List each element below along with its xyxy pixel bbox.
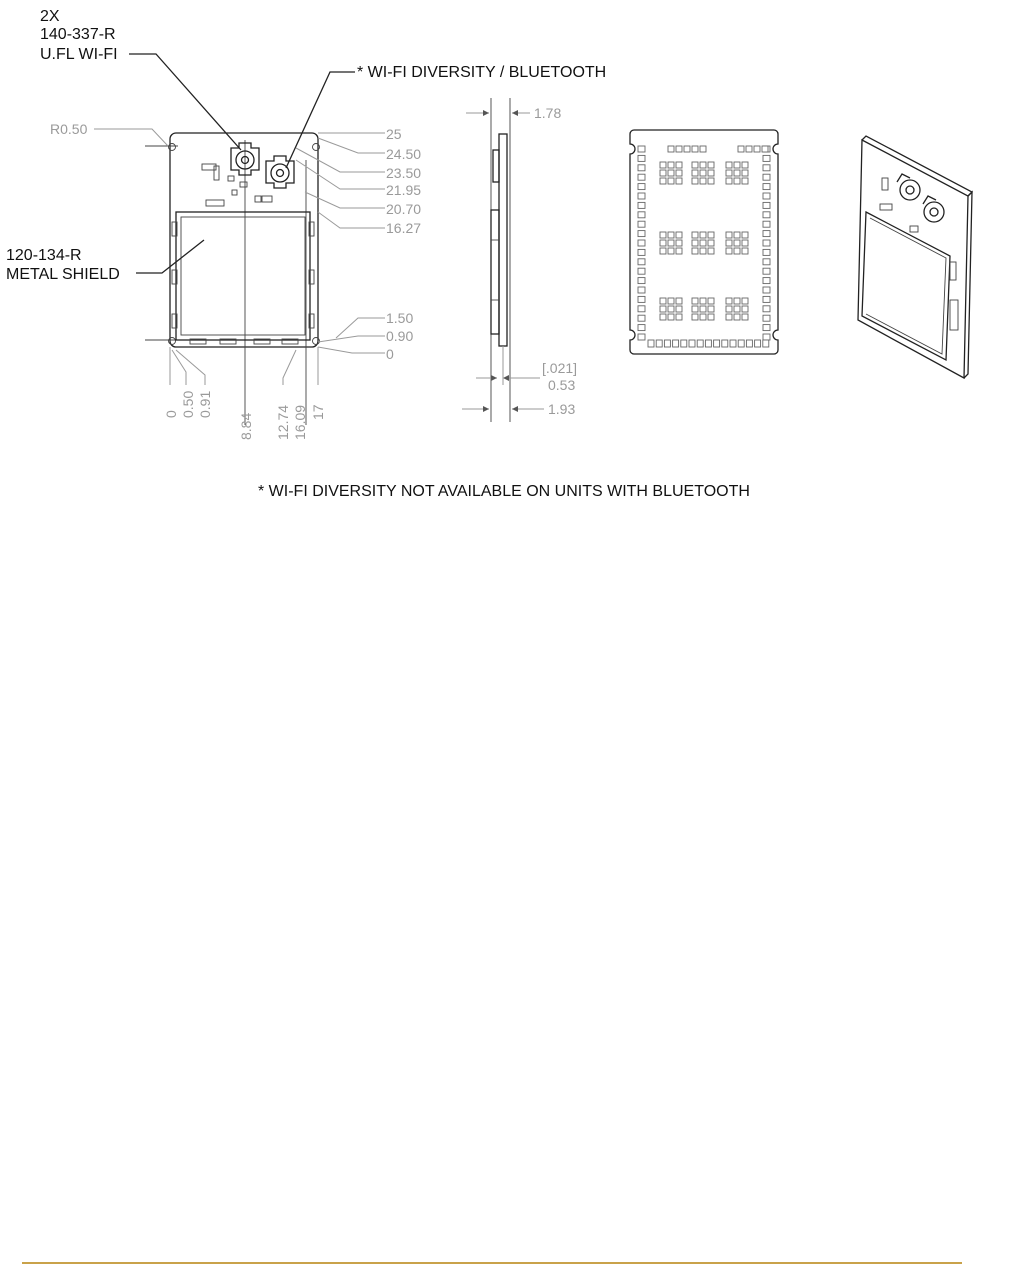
dim-0-right: 0 (386, 346, 394, 362)
dim-23-50: 23.50 (386, 165, 422, 181)
pad (668, 298, 674, 304)
pad (754, 146, 760, 152)
dim-bottom-17: 17 (310, 404, 326, 420)
side-view (462, 98, 577, 422)
radius-label: R0.50 (50, 121, 88, 137)
pad (700, 314, 706, 320)
pad (692, 240, 698, 246)
pad (681, 340, 687, 347)
pad (660, 170, 666, 176)
pad (638, 296, 645, 302)
pad (676, 240, 682, 246)
pad (668, 178, 674, 184)
pad (700, 178, 706, 184)
pad (692, 146, 698, 152)
pad (763, 193, 770, 199)
pad (742, 162, 748, 168)
antenna-callout-line-3: U.FL WI-FI (40, 46, 118, 63)
pad (763, 240, 770, 246)
dim-side-0-53: 0.53 (548, 377, 576, 393)
pad (763, 315, 770, 321)
pad (738, 340, 744, 347)
dim-bottom-16-09: 16.09 (292, 404, 308, 440)
pad (692, 306, 698, 312)
dim-20-70: 20.70 (386, 201, 422, 217)
pad (708, 232, 714, 238)
metal-shield (172, 212, 314, 344)
pad (762, 146, 768, 152)
pad (734, 162, 740, 168)
top-view (6, 8, 606, 440)
pad (742, 314, 748, 320)
pad (726, 170, 732, 176)
pad (638, 315, 645, 321)
dim-24-50: 24.50 (386, 146, 422, 162)
pad (660, 248, 666, 254)
pad (660, 240, 666, 246)
dim-bottom-0-91: 0.91 (197, 390, 213, 418)
pad (734, 248, 740, 254)
pad (763, 287, 770, 293)
pad (638, 155, 645, 161)
pad (763, 340, 769, 347)
pad (708, 162, 714, 168)
pad (676, 306, 682, 312)
pad (668, 248, 674, 254)
diversity-callout: * WI-FI DIVERSITY / BLUETOOTH (357, 64, 607, 81)
pad (763, 296, 770, 302)
pad (763, 202, 770, 208)
pad (638, 174, 645, 180)
pad (700, 240, 706, 246)
pad (742, 248, 748, 254)
dim-16-27: 16.27 (386, 220, 422, 236)
pad (708, 314, 714, 320)
pad (676, 314, 682, 320)
pad (684, 146, 690, 152)
diversity-leader (286, 72, 355, 168)
pad (668, 306, 674, 312)
pad (660, 232, 666, 238)
pad (648, 340, 654, 347)
dim-side-021-inch: [.021] (542, 360, 578, 376)
pad (714, 340, 720, 347)
pad (763, 231, 770, 237)
pad (734, 306, 740, 312)
dim-0-90: 0.90 (386, 328, 414, 344)
pad (692, 248, 698, 254)
pad (668, 240, 674, 246)
pad (763, 325, 770, 331)
shield-callout-line-1: 120-134-R (6, 247, 82, 264)
pad (730, 340, 736, 347)
dim-1-50: 1.50 (386, 310, 414, 326)
pad (763, 278, 770, 284)
pad (734, 170, 740, 176)
pad (726, 162, 732, 168)
pad (700, 306, 706, 312)
pad (664, 340, 670, 347)
dim-bottom-0: 0 (163, 410, 179, 418)
pad (638, 268, 645, 274)
pad (726, 306, 732, 312)
pad (726, 248, 732, 254)
pad (673, 340, 679, 347)
pad (638, 334, 645, 340)
dim-25: 25 (386, 126, 402, 142)
dim-side-1-93: 1.93 (548, 401, 576, 417)
pad (746, 340, 752, 347)
pad (726, 178, 732, 184)
isometric-view (858, 136, 972, 378)
pad (638, 240, 645, 246)
pad (638, 184, 645, 190)
dim-bottom-0-50: 0.50 (180, 390, 196, 418)
pad (660, 306, 666, 312)
pad (692, 178, 698, 184)
pad (763, 249, 770, 255)
pad (676, 146, 682, 152)
pad (700, 298, 706, 304)
pad (763, 212, 770, 218)
pad (692, 170, 698, 176)
pad (676, 298, 682, 304)
pad (708, 298, 714, 304)
pad (638, 221, 645, 227)
pad (660, 178, 666, 184)
dim-side-1-78: 1.78 (534, 105, 562, 121)
pad (676, 232, 682, 238)
pad (676, 170, 682, 176)
pad (660, 314, 666, 320)
pad (763, 174, 770, 180)
pad (700, 170, 706, 176)
pad (668, 162, 674, 168)
pad (738, 146, 744, 152)
pad (763, 268, 770, 274)
pad (638, 146, 645, 152)
pad (726, 314, 732, 320)
footnote: * WI-FI DIVERSITY NOT AVAILABLE ON UNITS WITH BLUETOOTH (258, 483, 750, 500)
pad (742, 178, 748, 184)
antenna-leader (129, 54, 241, 150)
pad (700, 146, 706, 152)
pad (638, 193, 645, 199)
pad (763, 259, 770, 265)
pad (668, 314, 674, 320)
pad (676, 162, 682, 168)
pad (708, 170, 714, 176)
pad (692, 232, 698, 238)
pad (638, 165, 645, 171)
pad (763, 155, 770, 161)
pad (755, 340, 761, 347)
pad (722, 340, 728, 347)
module-board-outline (170, 133, 318, 347)
pad (734, 240, 740, 246)
pad (742, 306, 748, 312)
pad (668, 232, 674, 238)
pad (734, 314, 740, 320)
pad (742, 232, 748, 238)
bottom-dimension-leaders (170, 347, 318, 385)
pad (734, 232, 740, 238)
dim-bottom-8-84: 8.84 (238, 412, 254, 440)
pad (638, 306, 645, 312)
pad (705, 340, 711, 347)
pad (734, 298, 740, 304)
pad (676, 248, 682, 254)
pad (763, 334, 770, 340)
antenna-callout-line-1: 2X (40, 8, 60, 25)
pad (700, 248, 706, 254)
pad (656, 340, 662, 347)
pad (734, 178, 740, 184)
pad (638, 325, 645, 331)
pad (638, 278, 645, 284)
pad (763, 221, 770, 227)
pad (763, 306, 770, 312)
pad (726, 240, 732, 246)
pad (638, 202, 645, 208)
pad (708, 178, 714, 184)
pad (660, 298, 666, 304)
pad (763, 165, 770, 171)
bottom-pad-array (638, 146, 770, 347)
pad (700, 162, 706, 168)
pad (746, 146, 752, 152)
pad (638, 212, 645, 218)
pad (689, 340, 695, 347)
pad (742, 240, 748, 246)
pad (638, 231, 645, 237)
pad (726, 298, 732, 304)
antenna-callout-line-2: 140-337-R (40, 26, 116, 43)
pad (708, 240, 714, 246)
dim-21-95: 21.95 (386, 182, 422, 198)
pad (692, 162, 698, 168)
pad (726, 232, 732, 238)
shield-callout-line-2: METAL SHIELD (6, 266, 120, 283)
pad (638, 287, 645, 293)
dim-bottom-12-74: 12.74 (275, 404, 291, 440)
pad (708, 248, 714, 254)
bottom-view (630, 130, 778, 354)
pad (708, 306, 714, 312)
pad (660, 162, 666, 168)
pad (692, 314, 698, 320)
pad (697, 340, 703, 347)
pad (742, 170, 748, 176)
pad (676, 178, 682, 184)
pad (638, 259, 645, 265)
pad (638, 249, 645, 255)
pad (700, 232, 706, 238)
pad (692, 298, 698, 304)
pad (668, 146, 674, 152)
pad (742, 298, 748, 304)
pad (668, 170, 674, 176)
pad (763, 184, 770, 190)
